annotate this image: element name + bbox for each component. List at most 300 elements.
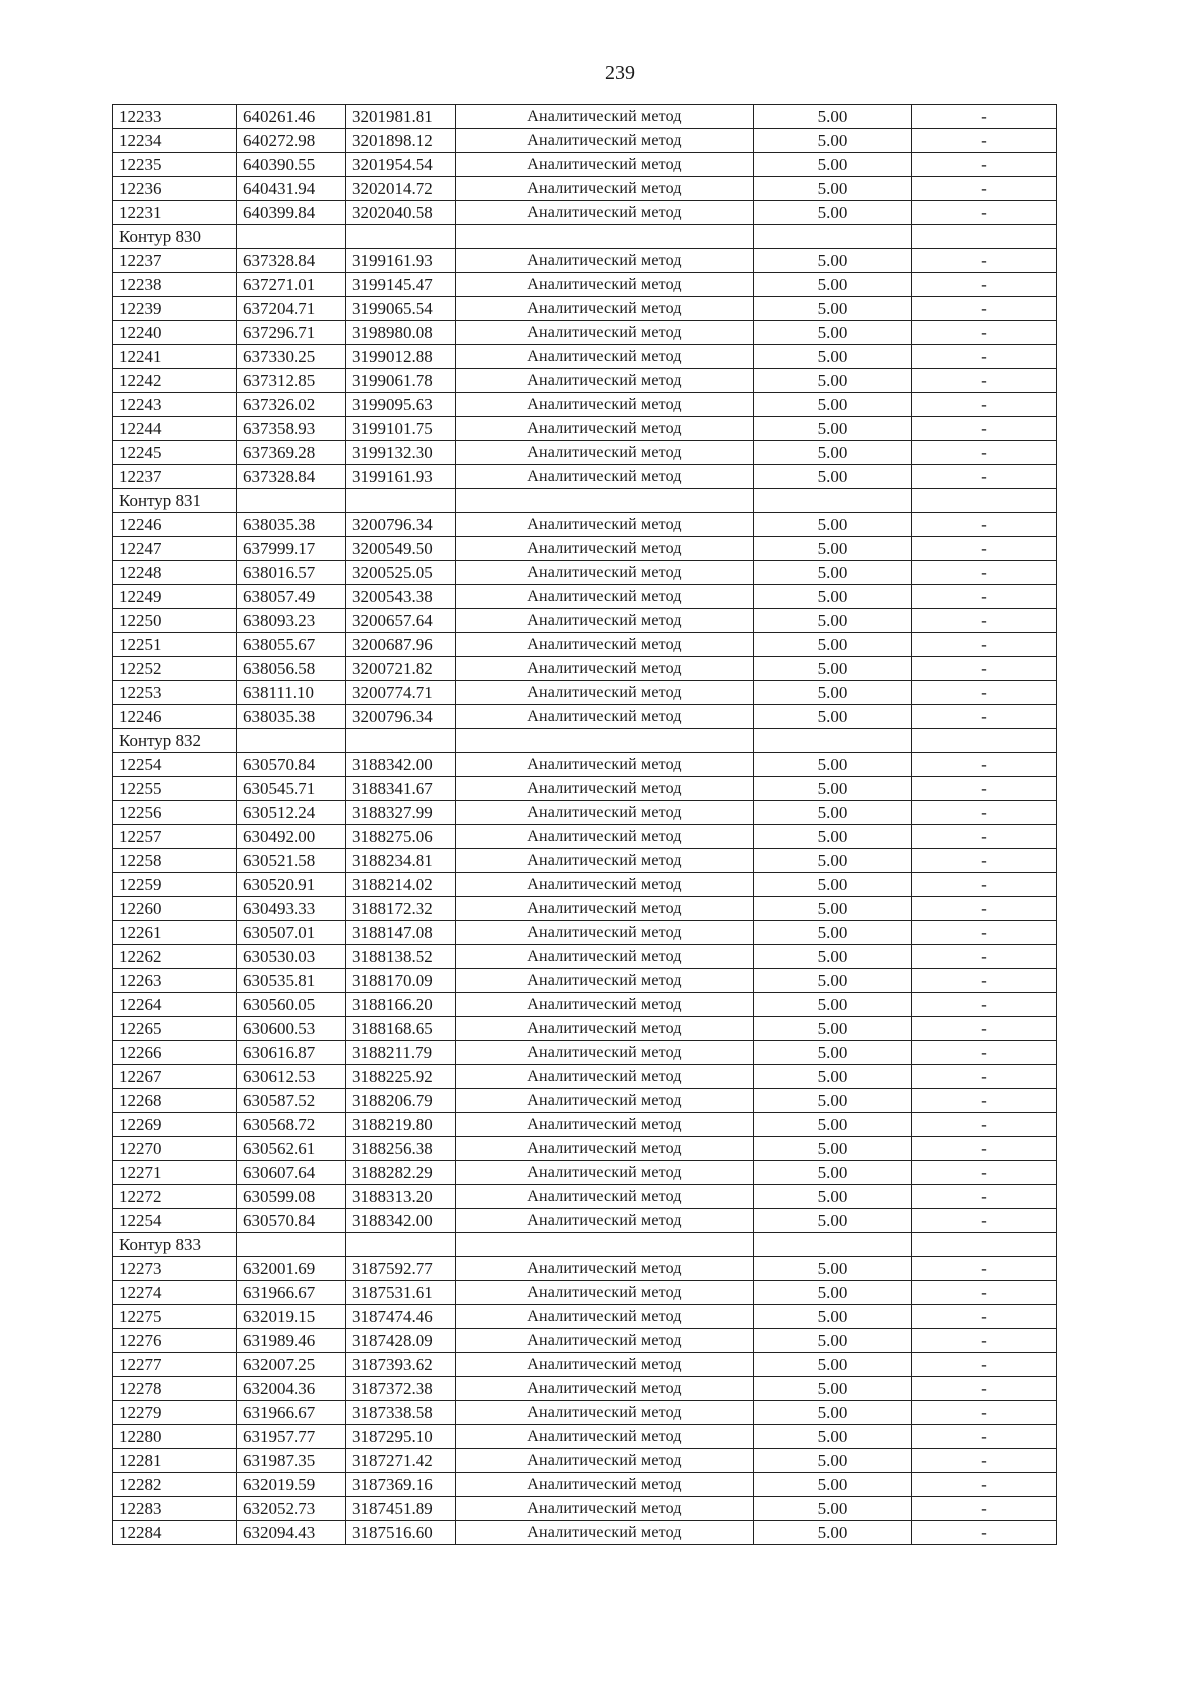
- dash-cell: -: [912, 825, 1057, 849]
- method-cell: Аналитический метод: [456, 105, 754, 129]
- point-id-cell: 12279: [113, 1401, 237, 1425]
- x-coordinate-cell: 630570.84: [237, 1209, 346, 1233]
- error-cell: 5.00: [754, 513, 912, 537]
- point-id-cell: 12263: [113, 969, 237, 993]
- point-id-cell: 12277: [113, 1353, 237, 1377]
- table-row: [113, 801, 1057, 825]
- point-id-cell: 12231: [113, 201, 237, 225]
- method-cell: Аналитический метод: [456, 1425, 754, 1449]
- x-coordinate-cell: 630607.64: [237, 1161, 346, 1185]
- coordinates-table: [112, 104, 1057, 1545]
- point-id-cell: 12272: [113, 1185, 237, 1209]
- dash-cell: -: [912, 657, 1057, 681]
- error-cell: 5.00: [754, 249, 912, 273]
- y-coordinate-cell: 3187271.42: [346, 1449, 456, 1473]
- dash-cell: -: [912, 105, 1057, 129]
- error-cell: 5.00: [754, 1257, 912, 1281]
- dash-cell: -: [912, 1017, 1057, 1041]
- x-coordinate-cell: 632019.59: [237, 1473, 346, 1497]
- error-cell: 5.00: [754, 465, 912, 489]
- point-id-cell: 12259: [113, 873, 237, 897]
- dash-cell: -: [912, 681, 1057, 705]
- point-id-cell: 12253: [113, 681, 237, 705]
- table-row: [113, 1377, 1057, 1401]
- method-cell: Аналитический метод: [456, 1137, 754, 1161]
- method-cell: Аналитический метод: [456, 417, 754, 441]
- table-row: [113, 249, 1057, 273]
- y-coordinate-cell: 3188342.00: [346, 1209, 456, 1233]
- method-cell: Аналитический метод: [456, 273, 754, 297]
- point-id-cell: 12281: [113, 1449, 237, 1473]
- method-cell: Аналитический метод: [456, 153, 754, 177]
- error-cell: 5.00: [754, 105, 912, 129]
- method-cell: Аналитический метод: [456, 1041, 754, 1065]
- error-cell: 5.00: [754, 993, 912, 1017]
- dash-cell: -: [912, 801, 1057, 825]
- empty-cell: [754, 489, 912, 513]
- x-coordinate-cell: 631987.35: [237, 1449, 346, 1473]
- error-cell: 5.00: [754, 1089, 912, 1113]
- x-coordinate-cell: 632007.25: [237, 1353, 346, 1377]
- y-coordinate-cell: 3199101.75: [346, 417, 456, 441]
- x-coordinate-cell: 638035.38: [237, 513, 346, 537]
- y-coordinate-cell: 3188170.09: [346, 969, 456, 993]
- error-cell: 5.00: [754, 273, 912, 297]
- error-cell: 5.00: [754, 1065, 912, 1089]
- method-cell: Аналитический метод: [456, 609, 754, 633]
- x-coordinate-cell: 637296.71: [237, 321, 346, 345]
- dash-cell: -: [912, 465, 1057, 489]
- table-row: [113, 1257, 1057, 1281]
- contour-label: Контур 830: [113, 225, 237, 249]
- point-id-cell: 12276: [113, 1329, 237, 1353]
- y-coordinate-cell: 3188166.20: [346, 993, 456, 1017]
- table-row: [113, 1521, 1057, 1545]
- table-row: [113, 921, 1057, 945]
- coordinates-table-wrapper: [112, 104, 1057, 1545]
- table-row: [113, 417, 1057, 441]
- error-cell: 5.00: [754, 705, 912, 729]
- contour-header-row: [113, 1233, 1057, 1257]
- point-id-cell: 12237: [113, 465, 237, 489]
- method-cell: Аналитический метод: [456, 801, 754, 825]
- table-row: [113, 393, 1057, 417]
- empty-cell: [754, 729, 912, 753]
- method-cell: Аналитический метод: [456, 585, 754, 609]
- method-cell: Аналитический метод: [456, 441, 754, 465]
- y-coordinate-cell: 3187393.62: [346, 1353, 456, 1377]
- y-coordinate-cell: 3200796.34: [346, 705, 456, 729]
- x-coordinate-cell: 638035.38: [237, 705, 346, 729]
- method-cell: Аналитический метод: [456, 1209, 754, 1233]
- method-cell: Аналитический метод: [456, 1185, 754, 1209]
- y-coordinate-cell: 3199065.54: [346, 297, 456, 321]
- dash-cell: -: [912, 873, 1057, 897]
- table-row: [113, 993, 1057, 1017]
- x-coordinate-cell: 630599.08: [237, 1185, 346, 1209]
- x-coordinate-cell: 630492.00: [237, 825, 346, 849]
- method-cell: Аналитический метод: [456, 129, 754, 153]
- point-id-cell: 12274: [113, 1281, 237, 1305]
- point-id-cell: 12264: [113, 993, 237, 1017]
- coordinates-table-body: [113, 105, 1057, 1545]
- error-cell: 5.00: [754, 1449, 912, 1473]
- y-coordinate-cell: 3187451.89: [346, 1497, 456, 1521]
- point-id-cell: 12284: [113, 1521, 237, 1545]
- dash-cell: -: [912, 993, 1057, 1017]
- x-coordinate-cell: 630600.53: [237, 1017, 346, 1041]
- y-coordinate-cell: 3187592.77: [346, 1257, 456, 1281]
- empty-cell: [346, 729, 456, 753]
- table-row: [113, 153, 1057, 177]
- table-row: [113, 945, 1057, 969]
- dash-cell: -: [912, 1425, 1057, 1449]
- method-cell: Аналитический метод: [456, 345, 754, 369]
- x-coordinate-cell: 630507.01: [237, 921, 346, 945]
- y-coordinate-cell: 3201898.12: [346, 129, 456, 153]
- method-cell: Аналитический метод: [456, 513, 754, 537]
- method-cell: Аналитический метод: [456, 1449, 754, 1473]
- point-id-cell: 12241: [113, 345, 237, 369]
- x-coordinate-cell: 640399.84: [237, 201, 346, 225]
- x-coordinate-cell: 630535.81: [237, 969, 346, 993]
- y-coordinate-cell: 3188138.52: [346, 945, 456, 969]
- table-row: [113, 1305, 1057, 1329]
- empty-cell: [754, 225, 912, 249]
- error-cell: 5.00: [754, 201, 912, 225]
- error-cell: 5.00: [754, 945, 912, 969]
- y-coordinate-cell: 3188341.67: [346, 777, 456, 801]
- error-cell: 5.00: [754, 1425, 912, 1449]
- table-row: [113, 1497, 1057, 1521]
- error-cell: 5.00: [754, 1329, 912, 1353]
- method-cell: Аналитический метод: [456, 393, 754, 417]
- error-cell: 5.00: [754, 393, 912, 417]
- dash-cell: -: [912, 945, 1057, 969]
- y-coordinate-cell: 3188342.00: [346, 753, 456, 777]
- point-id-cell: 12275: [113, 1305, 237, 1329]
- method-cell: Аналитический метод: [456, 993, 754, 1017]
- error-cell: 5.00: [754, 537, 912, 561]
- dash-cell: -: [912, 321, 1057, 345]
- y-coordinate-cell: 3188234.81: [346, 849, 456, 873]
- y-coordinate-cell: 3199061.78: [346, 369, 456, 393]
- y-coordinate-cell: 3200543.38: [346, 585, 456, 609]
- point-id-cell: 12250: [113, 609, 237, 633]
- point-id-cell: 12254: [113, 1209, 237, 1233]
- point-id-cell: 12283: [113, 1497, 237, 1521]
- x-coordinate-cell: 630520.91: [237, 873, 346, 897]
- dash-cell: -: [912, 705, 1057, 729]
- contour-label: Контур 833: [113, 1233, 237, 1257]
- x-coordinate-cell: 630493.33: [237, 897, 346, 921]
- error-cell: 5.00: [754, 1113, 912, 1137]
- table-row: [113, 969, 1057, 993]
- x-coordinate-cell: 630587.52: [237, 1089, 346, 1113]
- x-coordinate-cell: 638057.49: [237, 585, 346, 609]
- y-coordinate-cell: 3187295.10: [346, 1425, 456, 1449]
- error-cell: 5.00: [754, 1161, 912, 1185]
- y-coordinate-cell: 3200796.34: [346, 513, 456, 537]
- dash-cell: -: [912, 153, 1057, 177]
- method-cell: Аналитический метод: [456, 1113, 754, 1137]
- y-coordinate-cell: 3200525.05: [346, 561, 456, 585]
- y-coordinate-cell: 3187428.09: [346, 1329, 456, 1353]
- x-coordinate-cell: 637999.17: [237, 537, 346, 561]
- error-cell: 5.00: [754, 1305, 912, 1329]
- error-cell: 5.00: [754, 297, 912, 321]
- y-coordinate-cell: 3188172.32: [346, 897, 456, 921]
- y-coordinate-cell: 3188313.20: [346, 1185, 456, 1209]
- empty-cell: [237, 729, 346, 753]
- table-row: [113, 897, 1057, 921]
- method-cell: Аналитический метод: [456, 249, 754, 273]
- dash-cell: -: [912, 1041, 1057, 1065]
- dash-cell: -: [912, 369, 1057, 393]
- error-cell: 5.00: [754, 921, 912, 945]
- x-coordinate-cell: 631989.46: [237, 1329, 346, 1353]
- dash-cell: -: [912, 1161, 1057, 1185]
- method-cell: Аналитический метод: [456, 465, 754, 489]
- contour-header-row: [113, 729, 1057, 753]
- y-coordinate-cell: 3187531.61: [346, 1281, 456, 1305]
- point-id-cell: 12265: [113, 1017, 237, 1041]
- y-coordinate-cell: 3201981.81: [346, 105, 456, 129]
- dash-cell: -: [912, 1377, 1057, 1401]
- table-row: [113, 345, 1057, 369]
- page-number: 239: [605, 62, 635, 84]
- point-id-cell: 12246: [113, 513, 237, 537]
- method-cell: Аналитический метод: [456, 1281, 754, 1305]
- error-cell: 5.00: [754, 177, 912, 201]
- method-cell: Аналитический метод: [456, 321, 754, 345]
- method-cell: Аналитический метод: [456, 177, 754, 201]
- x-coordinate-cell: 632001.69: [237, 1257, 346, 1281]
- error-cell: 5.00: [754, 561, 912, 585]
- point-id-cell: 12282: [113, 1473, 237, 1497]
- point-id-cell: 12235: [113, 153, 237, 177]
- dash-cell: -: [912, 177, 1057, 201]
- x-coordinate-cell: 630521.58: [237, 849, 346, 873]
- y-coordinate-cell: 3187372.38: [346, 1377, 456, 1401]
- error-cell: 5.00: [754, 609, 912, 633]
- empty-cell: [912, 489, 1057, 513]
- empty-cell: [346, 1233, 456, 1257]
- y-coordinate-cell: 3200657.64: [346, 609, 456, 633]
- dash-cell: -: [912, 561, 1057, 585]
- y-coordinate-cell: 3188225.92: [346, 1065, 456, 1089]
- table-row: [113, 1473, 1057, 1497]
- dash-cell: -: [912, 417, 1057, 441]
- point-id-cell: 12245: [113, 441, 237, 465]
- error-cell: 5.00: [754, 1137, 912, 1161]
- error-cell: 5.00: [754, 849, 912, 873]
- method-cell: Аналитический метод: [456, 681, 754, 705]
- x-coordinate-cell: 638111.10: [237, 681, 346, 705]
- empty-cell: [912, 729, 1057, 753]
- x-coordinate-cell: 637204.71: [237, 297, 346, 321]
- method-cell: Аналитический метод: [456, 1353, 754, 1377]
- x-coordinate-cell: 638056.58: [237, 657, 346, 681]
- point-id-cell: 12267: [113, 1065, 237, 1089]
- empty-cell: [237, 225, 346, 249]
- point-id-cell: 12255: [113, 777, 237, 801]
- dash-cell: -: [912, 921, 1057, 945]
- error-cell: 5.00: [754, 777, 912, 801]
- y-coordinate-cell: 3188211.79: [346, 1041, 456, 1065]
- point-id-cell: 12262: [113, 945, 237, 969]
- table-row: [113, 1065, 1057, 1089]
- y-coordinate-cell: 3198980.08: [346, 321, 456, 345]
- table-row: [113, 1041, 1057, 1065]
- y-coordinate-cell: 3199095.63: [346, 393, 456, 417]
- y-coordinate-cell: 3200774.71: [346, 681, 456, 705]
- y-coordinate-cell: 3200721.82: [346, 657, 456, 681]
- dash-cell: -: [912, 969, 1057, 993]
- x-coordinate-cell: 630530.03: [237, 945, 346, 969]
- table-row: [113, 465, 1057, 489]
- empty-cell: [346, 489, 456, 513]
- table-row: [113, 1113, 1057, 1137]
- method-cell: Аналитический метод: [456, 1521, 754, 1545]
- x-coordinate-cell: 638055.67: [237, 633, 346, 657]
- table-row: [113, 1137, 1057, 1161]
- method-cell: Аналитический метод: [456, 1401, 754, 1425]
- point-id-cell: 12257: [113, 825, 237, 849]
- dash-cell: -: [912, 273, 1057, 297]
- y-coordinate-cell: 3199012.88: [346, 345, 456, 369]
- method-cell: Аналитический метод: [456, 657, 754, 681]
- table-row: [113, 1209, 1057, 1233]
- point-id-cell: 12270: [113, 1137, 237, 1161]
- point-id-cell: 12261: [113, 921, 237, 945]
- table-row: [113, 1089, 1057, 1113]
- x-coordinate-cell: 640431.94: [237, 177, 346, 201]
- empty-cell: [237, 1233, 346, 1257]
- error-cell: 5.00: [754, 873, 912, 897]
- x-coordinate-cell: 640261.46: [237, 105, 346, 129]
- point-id-cell: 12246: [113, 705, 237, 729]
- y-coordinate-cell: 3200687.96: [346, 633, 456, 657]
- table-row: [113, 441, 1057, 465]
- y-coordinate-cell: 3188147.08: [346, 921, 456, 945]
- contour-header-row: [113, 225, 1057, 249]
- dash-cell: -: [912, 441, 1057, 465]
- table-row: [113, 1401, 1057, 1425]
- dash-cell: -: [912, 585, 1057, 609]
- table-row: [113, 537, 1057, 561]
- table-row: [113, 777, 1057, 801]
- error-cell: 5.00: [754, 129, 912, 153]
- error-cell: 5.00: [754, 969, 912, 993]
- contour-label: Контур 831: [113, 489, 237, 513]
- table-row: [113, 1281, 1057, 1305]
- x-coordinate-cell: 637271.01: [237, 273, 346, 297]
- point-id-cell: 12254: [113, 753, 237, 777]
- empty-cell: [912, 1233, 1057, 1257]
- point-id-cell: 12271: [113, 1161, 237, 1185]
- y-coordinate-cell: 3188282.29: [346, 1161, 456, 1185]
- x-coordinate-cell: 630562.61: [237, 1137, 346, 1161]
- table-row: [113, 753, 1057, 777]
- x-coordinate-cell: 630512.24: [237, 801, 346, 825]
- error-cell: 5.00: [754, 1377, 912, 1401]
- table-row: [113, 585, 1057, 609]
- y-coordinate-cell: 3202014.72: [346, 177, 456, 201]
- table-row: [113, 1449, 1057, 1473]
- empty-cell: [456, 729, 754, 753]
- point-id-cell: 12247: [113, 537, 237, 561]
- dash-cell: -: [912, 897, 1057, 921]
- y-coordinate-cell: 3188168.65: [346, 1017, 456, 1041]
- dash-cell: -: [912, 201, 1057, 225]
- point-id-cell: 12258: [113, 849, 237, 873]
- table-row: [113, 297, 1057, 321]
- y-coordinate-cell: 3187338.58: [346, 1401, 456, 1425]
- table-row: [113, 513, 1057, 537]
- dash-cell: -: [912, 633, 1057, 657]
- table-row: [113, 1329, 1057, 1353]
- x-coordinate-cell: 637328.84: [237, 465, 346, 489]
- y-coordinate-cell: 3188219.80: [346, 1113, 456, 1137]
- method-cell: Аналитический метод: [456, 297, 754, 321]
- point-id-cell: 12256: [113, 801, 237, 825]
- dash-cell: -: [912, 1065, 1057, 1089]
- method-cell: Аналитический метод: [456, 969, 754, 993]
- method-cell: Аналитический метод: [456, 633, 754, 657]
- x-coordinate-cell: 640390.55: [237, 153, 346, 177]
- error-cell: 5.00: [754, 153, 912, 177]
- method-cell: Аналитический метод: [456, 1017, 754, 1041]
- method-cell: Аналитический метод: [456, 369, 754, 393]
- point-id-cell: 12234: [113, 129, 237, 153]
- error-cell: 5.00: [754, 321, 912, 345]
- dash-cell: -: [912, 1329, 1057, 1353]
- y-coordinate-cell: 3200549.50: [346, 537, 456, 561]
- x-coordinate-cell: 632052.73: [237, 1497, 346, 1521]
- error-cell: 5.00: [754, 681, 912, 705]
- x-coordinate-cell: 630616.87: [237, 1041, 346, 1065]
- dash-cell: -: [912, 1449, 1057, 1473]
- x-coordinate-cell: 638016.57: [237, 561, 346, 585]
- point-id-cell: 12251: [113, 633, 237, 657]
- table-row: [113, 609, 1057, 633]
- y-coordinate-cell: 3199161.93: [346, 465, 456, 489]
- x-coordinate-cell: 632004.36: [237, 1377, 346, 1401]
- table-row: [113, 681, 1057, 705]
- dash-cell: -: [912, 849, 1057, 873]
- method-cell: Аналитический метод: [456, 897, 754, 921]
- table-row: [113, 321, 1057, 345]
- y-coordinate-cell: 3188256.38: [346, 1137, 456, 1161]
- table-row: [113, 1185, 1057, 1209]
- empty-cell: [456, 225, 754, 249]
- point-id-cell: 12278: [113, 1377, 237, 1401]
- point-id-cell: 12248: [113, 561, 237, 585]
- error-cell: 5.00: [754, 441, 912, 465]
- error-cell: 5.00: [754, 1473, 912, 1497]
- dash-cell: -: [912, 753, 1057, 777]
- empty-cell: [237, 489, 346, 513]
- y-coordinate-cell: 3188275.06: [346, 825, 456, 849]
- x-coordinate-cell: 632019.15: [237, 1305, 346, 1329]
- error-cell: 5.00: [754, 1353, 912, 1377]
- contour-header-row: [113, 489, 1057, 513]
- dash-cell: -: [912, 393, 1057, 417]
- dash-cell: -: [912, 1401, 1057, 1425]
- error-cell: 5.00: [754, 753, 912, 777]
- x-coordinate-cell: 640272.98: [237, 129, 346, 153]
